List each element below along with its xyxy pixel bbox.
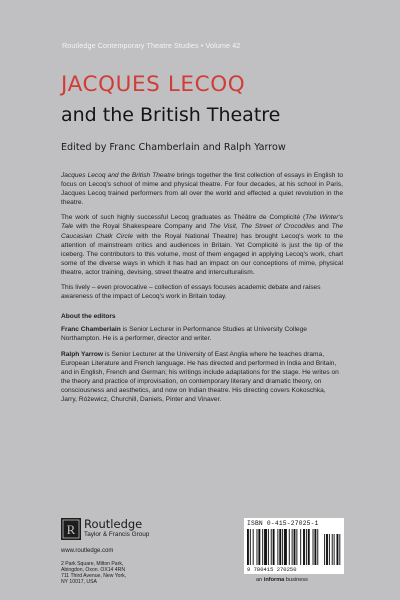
play-title: The Caucasian Chalk Circle bbox=[61, 223, 344, 240]
blurb-text: The work of such highly successful Lecoq graduates as Théâtre de Complicité ( bbox=[61, 214, 306, 222]
isbn-barcode-panel bbox=[244, 518, 344, 574]
informa-brand: informa bbox=[263, 577, 285, 583]
informa-tagline bbox=[256, 577, 308, 583]
blurb-text: and bbox=[314, 223, 332, 231]
title-main: JACQUES LECOQ bbox=[61, 72, 246, 97]
editor-bio-1 bbox=[61, 325, 343, 343]
barcode-icon bbox=[247, 529, 341, 565]
routledge-logo-icon bbox=[61, 518, 81, 540]
book-title-italic: Jacques Lecoq and the British Theatre bbox=[61, 172, 175, 179]
editor-name: Ralph Yarrow bbox=[61, 350, 104, 358]
barcode-number: 9 780415 270250 bbox=[247, 566, 297, 573]
address-line: 711 Third Avenue, New York, bbox=[61, 573, 127, 580]
address-line: Abingdon, Oxon. OX14 4RN bbox=[61, 567, 125, 574]
publisher-group: Taylor & Francis Group bbox=[84, 531, 150, 538]
publisher-website: www.routledge.com bbox=[61, 548, 114, 554]
address-line: 2 Park Square, Milton Park, bbox=[61, 561, 124, 567]
play-title: The Winter's Tale bbox=[61, 214, 343, 231]
blurb-paragraph-1 bbox=[61, 171, 343, 207]
svg-text:R: R bbox=[66, 522, 76, 537]
blurb-paragraph-2 bbox=[61, 213, 343, 277]
series-line: Routledge Contemporary Theatre Studies • Volume 42 bbox=[62, 41, 241, 50]
about-editors-heading: About the editors bbox=[61, 313, 116, 321]
editor-bio-2 bbox=[61, 350, 343, 405]
tagline-text: business bbox=[284, 577, 308, 583]
address-line: NY 10017, USA bbox=[61, 579, 97, 586]
blurb-text: with the Royal National Theatre) has brought Lecoq's work to the attention of mainstream critics and audiences in Britain. Yet Complicité is just the tip of the iceberg. The contributors to this volume, most of them engaged in applying Lecoq's work, chart some of the diverse ways in which it has had an impact on our conceptions of mime, physical theatre, actor training, devising, street theatre and interculturalism. bbox=[61, 232, 344, 276]
title-sub: and the British Theatre bbox=[61, 104, 281, 126]
isbn-text: ISBN 0-415-27025-1 bbox=[247, 520, 319, 527]
editors-line: Edited by Franc Chamberlain and Ralph Yarrow bbox=[61, 142, 286, 153]
blurb bbox=[61, 171, 343, 410]
bio-text: is Senior Lecturer at the University of East Anglia where he teaches drama, European Literature and French language. He has directed and performed in India and Britain, and in English, French and German; his writings include adaptations for the stage. He writes on the theory and practice of improvisation, on contemporary literary and dramatic theory, on consciousness and aesthetics, and now on Indian theatre. His directing covers Kokoschka, Jarry, Różewicz, Churchill, Daniels, Pinter and Vinaver. bbox=[61, 350, 339, 403]
tagline-text: an bbox=[256, 577, 264, 583]
publisher-name: Routledge bbox=[84, 517, 143, 531]
bio-text: is Senior Lecturer in Performance Studies at University College Northampton. He is a performer, director and writer. bbox=[61, 326, 307, 343]
play-title: The Visit, The Street of Crocodiles bbox=[209, 223, 315, 231]
blurb-paragraph-3: This lively – even provocative – collection of essays focuses academic debate and raises awareness of the impact of Lecoq's work in Britain today. bbox=[61, 284, 321, 301]
blurb-text: brings together the first collection of essays in English to focus on Lecoq's school of mime and physical theatre. For four decades, at his school in Paris, Jacques Lecoq trained performers from all over the world and effected a quiet revolution in the theatre. bbox=[61, 172, 343, 207]
blurb-text: with the Royal Shakespeare Company and bbox=[73, 223, 210, 231]
publisher-address bbox=[61, 561, 126, 585]
editor-name: Franc Chamberlain bbox=[61, 326, 121, 334]
